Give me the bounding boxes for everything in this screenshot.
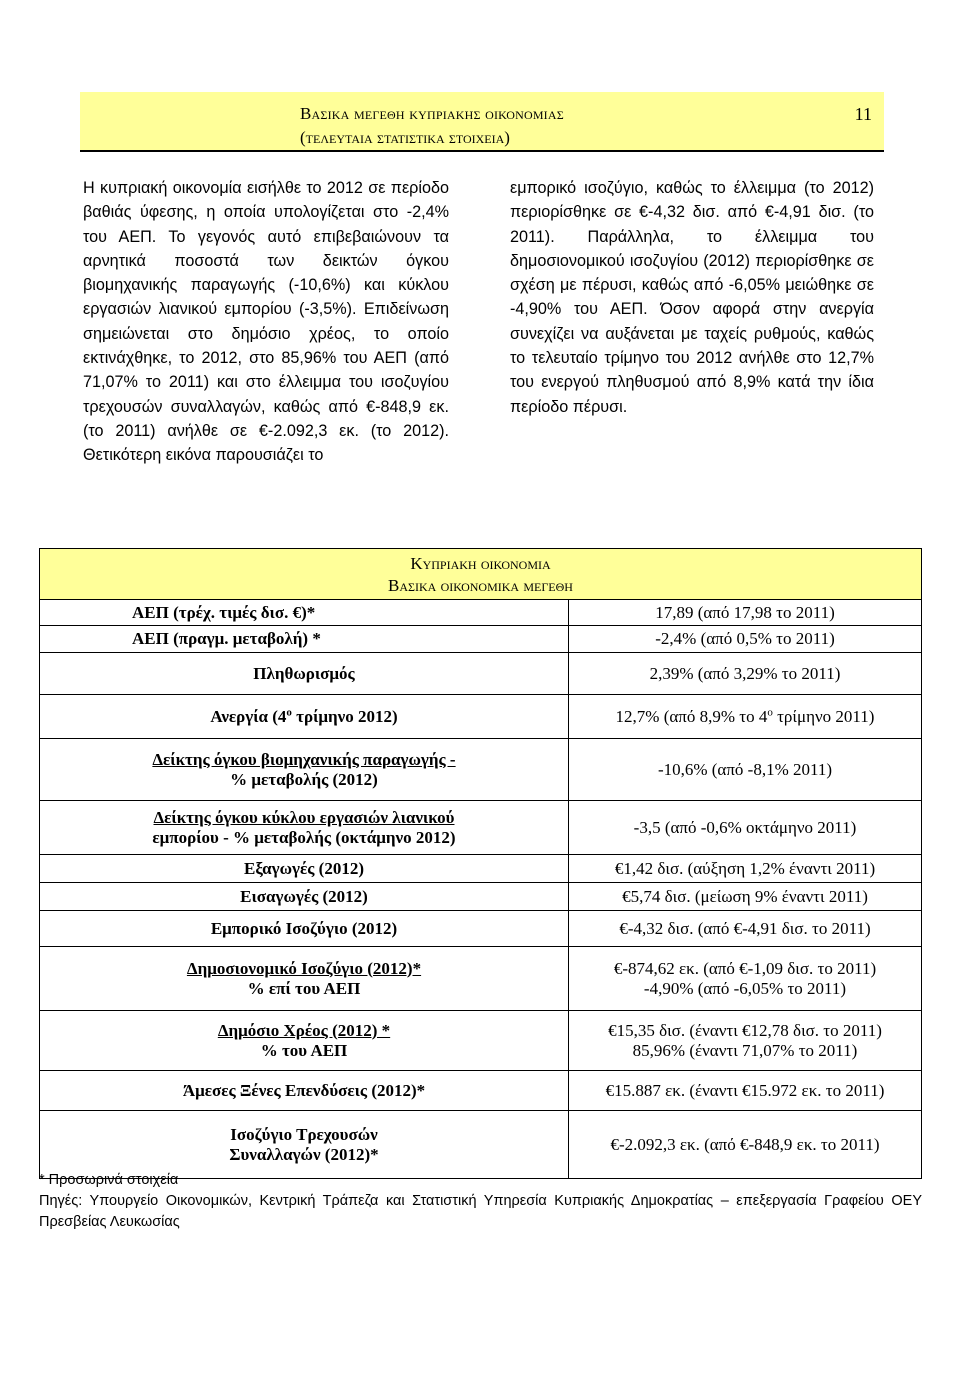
row-value: €15,35 δισ. (έναντι €12,78 δισ. το 2011) 85,96% (έναντι 71,07% το 2011) [569, 1011, 922, 1071]
row-label: Πληθωρισμός [40, 653, 569, 695]
table-row [40, 911, 922, 947]
row-label: Δημόσιο Χρέος (2012) * % του ΑΕΠ [40, 1011, 569, 1071]
row-value: 2,39% (από 3,29% το 2011) [569, 653, 922, 695]
table-row [40, 1111, 922, 1179]
economic-figures-table [39, 548, 922, 1179]
table-row [40, 600, 922, 626]
source-note: Πηγές: Υπουργείο Οικονομικών, Κεντρική Τράπεζα και Στατιστική Υπηρεσία Κυπριακής Δημοκρατίας – επεξεργασία Γραφείου ΟΕΥ Πρεσβείας Λευκωσίας [39, 1193, 922, 1230]
row-value: €-2.092,3 εκ. (από €-848,9 εκ. το 2011) [569, 1111, 922, 1179]
page-number: 11 [854, 104, 872, 124]
table-row [40, 739, 922, 801]
table-row [40, 1071, 922, 1111]
row-value: €-4,32 δισ. (από €-4,91 δισ. το 2011) [569, 911, 922, 947]
header-title: Βασικα μεγεθη κυπριακης οικονομιας [300, 104, 564, 123]
row-value: 12,7% (από 8,9% το $4^o$ τρίμηνο 2011) [569, 695, 922, 739]
row-value: -10,6% (από -8,1% 2011) [569, 739, 922, 801]
footnotes [39, 1170, 922, 1233]
table-row [40, 947, 922, 1011]
row-label: Άμεσες Ξένες Επενδύσεις (2012)* [40, 1071, 569, 1111]
table-row [40, 801, 922, 855]
row-label: ΑΕΠ (πραγμ. μεταβολή) * [40, 626, 569, 653]
table-row [40, 695, 922, 739]
row-value: 17,89 (από 17,98 το 2011) [569, 600, 922, 626]
table-title-line2: Βασικα οικονομικα μεγεθη [388, 576, 573, 595]
table-row [40, 1011, 922, 1071]
row-value: -2,4% (από 0,5% το 2011) [569, 626, 922, 653]
row-value: €-874,62 εκ. (από €-1,09 δισ. το 2011) -4,90% (από -6,05% το 2011) [569, 947, 922, 1011]
row-value: €5,74 δισ. (μείωση 9% έναντι 2011) [569, 883, 922, 911]
row-label: Δημοσιονομικό Ισοζύγιο (2012)* % επί του ΑΕΠ [40, 947, 569, 1011]
row-label: ΑΕΠ (τρέχ. τιμές δισ. €)* [40, 600, 569, 626]
table-row [40, 855, 922, 883]
intro-left-column [83, 176, 449, 468]
table-row [40, 626, 922, 653]
provisional-note: * Προσωρινά στοιχεία [39, 1172, 179, 1188]
row-value: €1,42 δισ. (αύξηση 1,2% έναντι 2011) [569, 855, 922, 883]
row-label: Εμπορικό Ισοζύγιο (2012) [40, 911, 569, 947]
intro-left-text: Η κυπριακή οικονομία εισήλθε το 2012 σε περίοδο βαθιάς ύφεσης, η οποία υπολογίζεται στο -2,4% του ΑΕΠ. Το γεγονός αυτό επιβεβαιώνουν τα αρνητικά ποσοστά των δεικτών όγκου βιομηχανικής παραγωγής (-10,6%) και κύκλου εργασιών λιανικού εμπορίου (-3,5%). Επιδείνωση σημειώνεται στο δημόσιο χρέος, το οποίο εκτινάχθηκε, το 2012, στο 85,96% του ΑΕΠ (από 71,07% το 2011) και στο έλλειμμα του ισοζυγίου τρεχουσών συναλλαγών, καθώς από €-848,9 εκ. (το 2011) ανήλθε σε €-2.092,3 εκ. (το 2012). Θετικότερη εικόνα παρουσιάζει το [83, 179, 449, 465]
header-subtitle: (τελευταια στατιστικα στοιχεια) [300, 128, 510, 147]
row-label: Εξαγωγές (2012) [40, 855, 569, 883]
table-row [40, 883, 922, 911]
intro-right-text: εμπορικό ισοζύγιο, καθώς το έλλειμμα (το 2012) περιορίσθηκε σε €-4,32 δισ. από €-4,91 δισ. (το 2011). Παράλληλα, το έλλειμμα του δημοσιονομικού ισοζυγίου (2012) περιορίσθηκε σε σχέση με πέρυσι, καθώς από -6,05% μειώθηκε σε -4,90% του ΑΕΠ. Όσον αφορά στην ανεργία συνεχίζει να αυξάνεται με ταχείς ρυθμούς, καθώς το τελευταίο τρίμηνο του 2012 ανήλθε στο 12,7% του ενεργού πληθυσμού από 8,9% κατά την ίδια περίοδο πέρυσι. [510, 179, 874, 416]
row-value: €15.887 εκ. (έναντι €15.972 εκ. το 2011) [569, 1071, 922, 1111]
table-title-line1: Κυπριακη οικονομια [410, 554, 551, 573]
row-label: Εισαγωγές (2012) [40, 883, 569, 911]
page-header [80, 92, 884, 152]
row-label: Δείκτης όγκου κύκλου εργασιών λιανικού εμπορίου - % μεταβολής (οκτάμηνο 2012) [40, 801, 569, 855]
table-row [40, 653, 922, 695]
row-label: Δείκτης όγκου βιομηχανικής παραγωγής - % μεταβολής (2012) [40, 739, 569, 801]
row-value: -3,5 (από -0,6% οκτάμηνο 2011) [569, 801, 922, 855]
intro-right-column [510, 176, 874, 419]
row-label: Ισοζύγιο Τρεχουσών Συναλλαγών (2012)* [40, 1111, 569, 1179]
table-title [40, 549, 922, 600]
row-label: Ανεργία ($4^o$ τρίμηνο 2012) [40, 695, 569, 739]
